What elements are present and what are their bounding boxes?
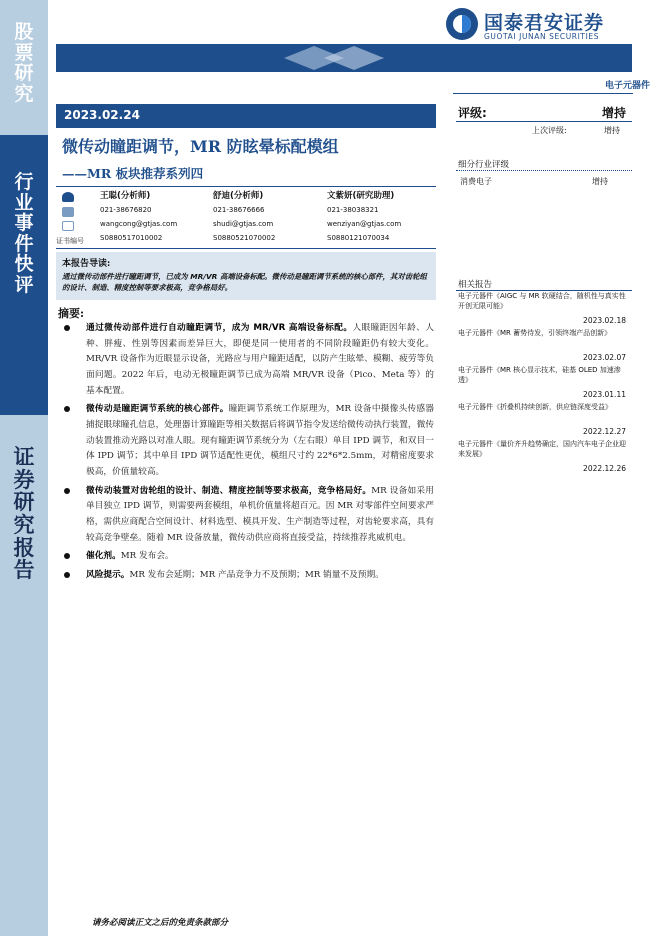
analyst-column — [327, 190, 442, 246]
logo-mark-icon — [444, 6, 480, 42]
previous-rating-value: 增持 — [604, 126, 620, 135]
logo-english-name: GUOTAI JUNAN SECURITIES — [484, 32, 600, 41]
previous-rating-label: 上次评级: — [532, 126, 567, 135]
analyst-email[interactable]: wenziyan@gtjas.com — [327, 220, 402, 228]
logo-chinese-name: 国泰君安证券 — [484, 12, 605, 34]
certificate-label: 证书编号 — [56, 237, 84, 245]
bullet-dot-icon — [64, 553, 70, 559]
phone-icon — [62, 207, 74, 217]
divider — [456, 290, 632, 291]
sub-industry-rating-value: 增持 — [592, 177, 608, 186]
bullet-heading: 风险提示。 — [86, 569, 130, 580]
analyst-phone: 021-38676820 — [100, 206, 152, 214]
bullet-heading: 通过微传动部件进行自动瞳距调节，成为 MR/VR 高端设备标配。 — [86, 323, 353, 333]
summary-bullet — [64, 402, 434, 480]
report-guide-box — [56, 252, 436, 300]
guide-text: 通过微传动部件进行瞳距调节，已成为 MR/VR 高端设备标配。微传动是瞳距调节系统的核心部件，其对齿轮组的设计、制造、精度控制等要求极高，竞争格局好。 — [62, 272, 427, 293]
divider — [456, 121, 632, 122]
divider — [453, 93, 633, 94]
bullet-text: MR 发布会延期；MR 产品竞争力不及预期；MR 销量不及预期。 — [129, 569, 384, 580]
analyst-cert: S0880121070034 — [327, 234, 390, 242]
bullet-text: 瞳距调节系统工作原理为，MR 设备中摄像头传感器捕捉眼球瞳孔信息，处理器计算瞳距等相关数据后将调节指令发送给微传动执行装置，微传动装置推动光路以对准人眼。现有瞳距调节系统分为（左右眼）单目 IPD 调节，和双目一体 IPD 调节；其中单目 IPD 调节适配性更优，模组尺寸约 22*6*2.5mm，对精密度要求极高，价值量较高。 — [86, 404, 435, 477]
report-date: 2023.02.24 — [56, 104, 436, 128]
related-report-date: 2023.01.11 — [583, 390, 626, 399]
mail-icon — [62, 221, 74, 231]
summary-bullet — [64, 568, 434, 584]
analyst-name: 王聪(分析师) — [100, 191, 151, 201]
divider — [456, 170, 632, 171]
rating-value: 增持 — [601, 106, 626, 120]
bullet-dot-icon — [64, 488, 70, 494]
report-title: 微传动瞳距调节，MR 防眩晕标配模组 — [62, 137, 339, 156]
guide-title: 本报告导读: — [62, 259, 111, 269]
related-report-item[interactable] — [458, 440, 628, 477]
analyst-phone: 021-38038321 — [327, 206, 379, 214]
related-reports-title: 相关报告 — [458, 280, 493, 290]
related-report-title[interactable]: 电子元器件《量价齐升趋势确定，国内汽车电子企业迎来发展》 — [458, 440, 626, 458]
sidebar-doc-type-label: 证 券 研 究 报 告 — [13, 444, 35, 583]
summary-bullet-list — [64, 321, 434, 587]
summary-label: 摘要: — [58, 307, 85, 320]
sidebar-report-type-label: 行 业 事 件 快 评 — [14, 171, 34, 296]
bullet-heading: 微传动是瞳距调节系统的核心部件。 — [86, 404, 229, 415]
related-report-item[interactable] — [458, 366, 628, 403]
analyst-name: 文紫妍(研究助理) — [327, 191, 395, 201]
divider — [56, 186, 436, 187]
summary-bullet — [64, 484, 434, 547]
analyst-column — [213, 190, 328, 246]
analyst-name: 舒迪(分析师) — [213, 191, 264, 201]
related-report-item[interactable] — [458, 403, 628, 440]
related-report-title[interactable]: 电子元器件《折叠机持续创新，供应链深度受益》 — [458, 403, 612, 411]
disclaimer-footer: 请务必阅读正文之后的免责条款部分 — [92, 918, 229, 928]
bullet-dot-icon — [64, 406, 70, 412]
analyst-email[interactable]: shudi@gtjas.com — [213, 220, 274, 228]
summary-bullet — [64, 549, 434, 565]
analyst-info — [56, 190, 436, 248]
bullet-heading: 催化剂。 — [86, 551, 121, 562]
analyst-phone: 021-38676666 — [213, 206, 265, 214]
bullet-text: 人眼瞳距因年龄、人种、胖瘦、性别等因素而差异巨大，即便是同一使用者的不同阶段瞳距仍有较大变化。MR/VR 设备作为近眼显示设备，光路应与用户瞳距适配，以防产生眩晕、模糊、疲劳等负面问题。2022 年后，电动无极瞳距调节已成为高端 MR/VR 设备（Pico、Meta 等）的基本配置。 — [86, 323, 434, 396]
analyst-email[interactable]: wangcong@gtjas.com — [100, 220, 178, 228]
bullet-text: MR 发布会。 — [120, 551, 174, 562]
analyst-cert: S0880517010002 — [100, 234, 163, 242]
sub-industry-rating-title: 细分行业评级 — [458, 160, 510, 170]
related-report-title[interactable]: 电子元器件《AIGC 与 MR 软硬结合，随机性与真实性开创无限可能》 — [458, 292, 626, 310]
related-report-title[interactable]: 电子元器件《MR 核心显示技术，硅基 OLED 加速渗透》 — [458, 366, 621, 384]
related-report-date: 2022.12.27 — [583, 427, 626, 436]
divider — [56, 248, 436, 249]
summary-bullet — [64, 321, 434, 399]
person-icon — [62, 192, 74, 202]
company-logo — [442, 6, 652, 42]
sidebar-category-label: 股 票 研 究 — [14, 21, 34, 105]
report-subtitle: ——MR 板块推荐系列四 — [62, 166, 204, 181]
bullet-text: MR 设备如采用单目独立 IPD 调节，则需要两套模组，单机价值量将超百元。因 MR 对零部件空间要求严格，需供应商配合空间设计、材料选型、模具开发、生产制造等过程，对齿轮要求高，具有较高竞争壁垒。随着 MR 设备放量，微传动供应商将直接受益，持续推荐兆威机电。 — [86, 485, 434, 543]
related-reports-list — [458, 292, 628, 477]
left-sidebar — [0, 0, 48, 936]
related-report-date: 2022.12.26 — [583, 464, 626, 473]
rating-label: 评级: — [458, 106, 487, 120]
sub-industry-name: 消费电子 — [460, 177, 492, 186]
related-report-item[interactable] — [458, 329, 628, 366]
related-report-title[interactable]: 电子元器件《MR 蓄势待发，引领终端产品创新》 — [458, 329, 612, 337]
related-report-date: 2023.02.18 — [583, 316, 626, 325]
analyst-cert: S0880521070002 — [213, 234, 276, 242]
related-report-date: 2023.02.07 — [583, 353, 626, 362]
header-diamond-icon — [284, 44, 404, 72]
bullet-dot-icon — [64, 325, 70, 331]
bullet-heading: 微传动装置对齿轮组的设计、制造、精度控制等要求极高，竞争格局好。 — [86, 485, 372, 496]
analyst-column — [100, 190, 215, 246]
related-report-item[interactable] — [458, 292, 628, 329]
sector-tag: 电子元器件 — [604, 81, 650, 91]
bullet-dot-icon — [64, 572, 70, 578]
header-band — [56, 44, 632, 72]
